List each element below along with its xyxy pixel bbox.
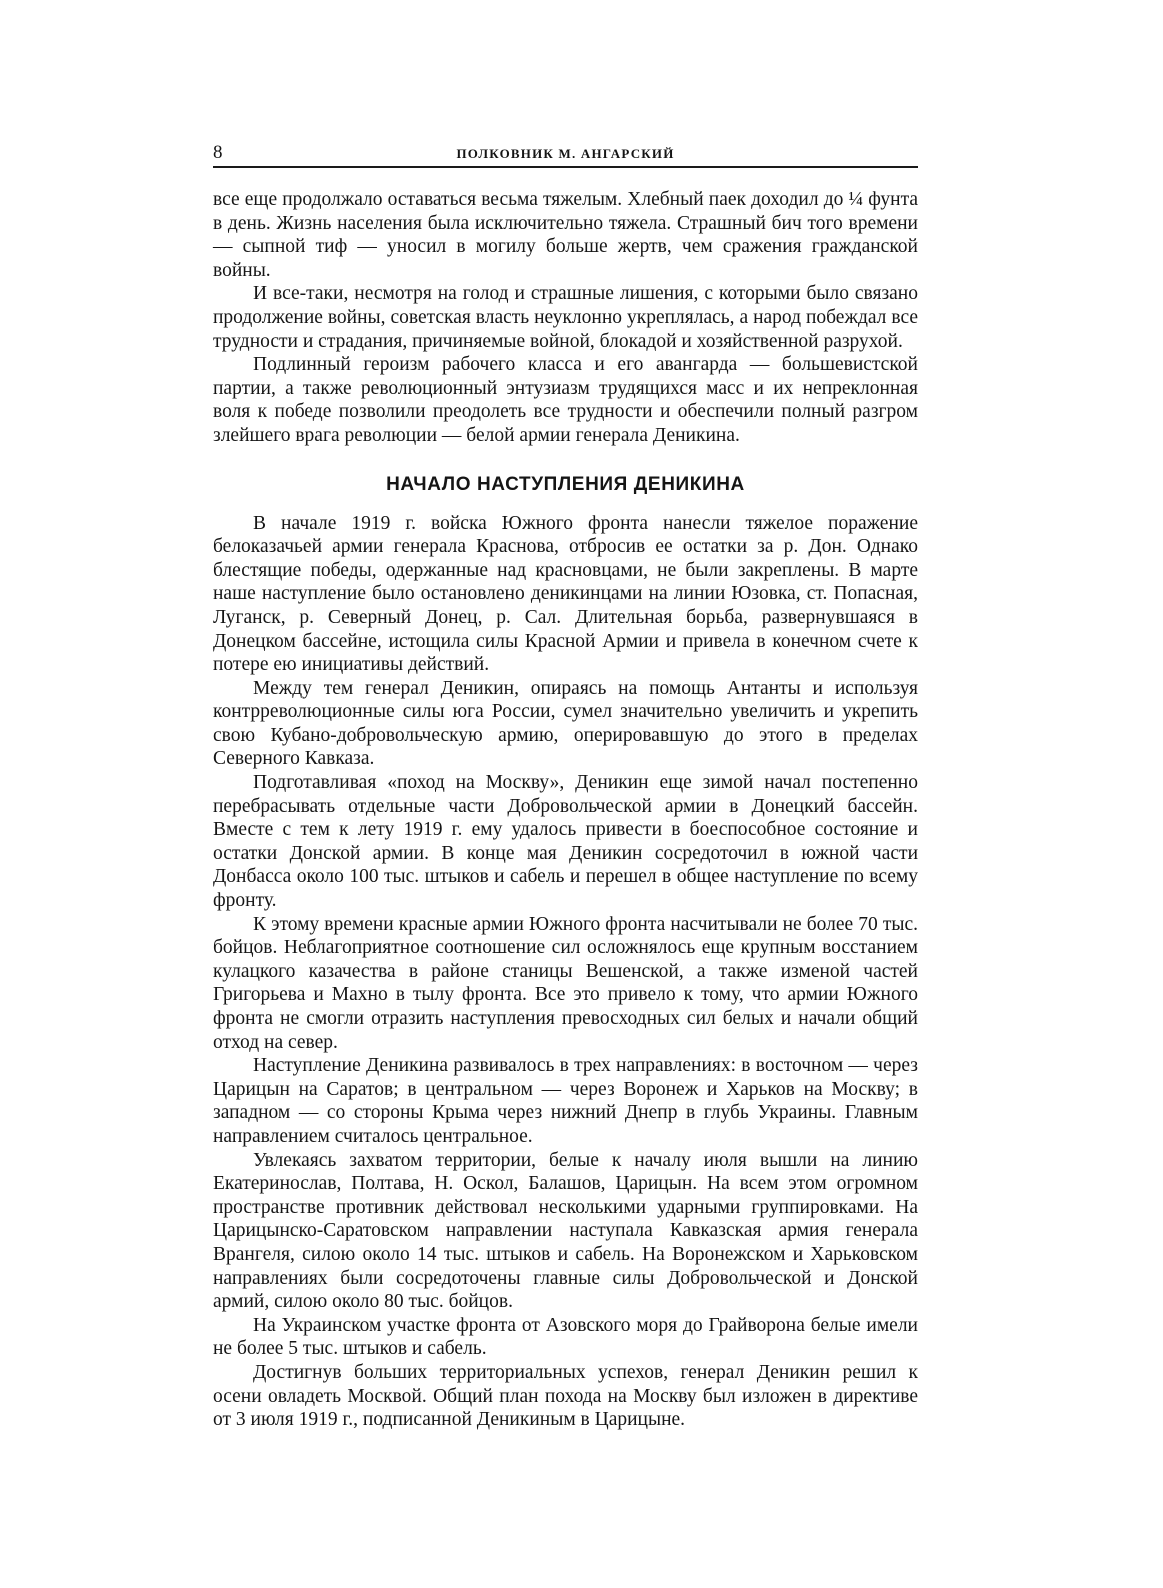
- paragraph: К этому времени красные армии Южного фронта насчитывали не более 70 тыс. бойцов. Неблагоприятное соотношение сил осложнялось еще крупным восстанием кулацкого казачества в районе станицы Вешенской, а также изменой частей Григорьева и Махно в тылу фронта. Все это привело к тому, что армии Южного фронта не смогли отразить наступления превосходных сил белых и начали общий отход на север.: [213, 913, 918, 1053]
- paragraph: На Украинском участке фронта от Азовского моря до Грайворона белые имели не более 5 тыс. штыков и сабель.: [213, 1314, 918, 1360]
- running-title: ПОЛКОВНИК М. АНГАРСКИЙ: [456, 146, 675, 161]
- paragraph: Наступление Деникина развивалось в трех направлениях: в восточном — через Царицын на Саратов; в центральном — через Воронеж и Харьков на Москву; в западном — со стороны Крыма через нижний Днепр в глубь Украины. Главным направлением считалось центральное.: [213, 1055, 918, 1147]
- paragraph: Подготавливая «поход на Москву», Деникин еще зимой начал постепенно перебрасывать отдельные части Добровольческой армии в Донецкий бассейн. Вместе с тем к лету 1919 г. ему удалось привести в боеспособное состояние и остатки Донской армии. В конце мая Деникин сосредоточил в южной части Донбасса около 100 тыс. штыков и сабель и перешел в общее наступление по всему фронту.: [213, 772, 918, 912]
- running-header: [213, 140, 918, 168]
- paragraph: Подлинный героизм рабочего класса и его авангарда — большевистской партии, а также революционный энтузиазм трудящихся масс и их непреклонная воля к победе позволили преодолеть все трудности и обеспечили полный разгром злейшего врага революции — белой армии генерала Деникина.: [213, 354, 918, 446]
- paragraph: Между тем генерал Деникин, опираясь на помощь Антанты и используя контрреволюционные силы юга России, сумел значительно увеличить и укрепить свою Кубано-добровольческую армию, оперировавшую до этого в пределах Северного Кавказа.: [213, 677, 918, 770]
- paragraph: Достигнув больших территориальных успехов, генерал Деникин решил к осени овладеть Москвой. Общий план похода на Москву был изложен в директиве от 3 июля 1919 г., подписанной Деникиным в Царицыне.: [213, 1361, 918, 1431]
- section-heading: НАЧАЛО НАСТУПЛЕНИЯ ДЕНИКИНА: [386, 473, 745, 495]
- paragraph: все еще продолжало оставаться весьма тяжелым. Хлебный паек доходил до ¼ фунта в день. Жизнь населения была исключительно тяжела. Страшный бич того времени — сыпной тиф — уносил в могилу больше жертв, чем сражения гражданской войны.: [213, 189, 918, 281]
- paragraph: И все-таки, несмотря на голод и страшные лишения, с которыми было связано продолжение войны, советская власть неуклонно укреплялась, а народ побеждал все трудности и страдания, причиняемые войной, блокадой и хозяйственной разрухой.: [213, 283, 918, 352]
- paragraph: Увлекаясь захватом территории, белые к началу июля вышли на линию Екатеринослав, Полтава, Н. Оскол, Балашов, Царицын. На всем этом огромном пространстве противник действовал несколькими ударными группировками. На Царицынско-Саратовском направлении наступала Кавказская армия генерала Врангеля, силою около 14 тыс. штыков и сабель. На Воронежском и Харьковском направлениях были сосредоточены главные силы Добровольческой и Донской армий, силою около 80 тыс. бойцов.: [213, 1149, 918, 1313]
- body-text: [213, 188, 918, 1432]
- page-number: 8: [213, 142, 223, 163]
- book-page: [213, 140, 918, 1432]
- paragraph: В начале 1919 г. войска Южного фронта нанесли тяжелое поражение белоказачьей армии генерала Краснова, отбросив ее остатки за р. Дон. Однако блестящие победы, одержанные над красновцами, не были закреплены. В марте наше наступление было остановлено деникинцами на линии Юзовка, ст. Попасная, Луганск, р. Северный Донец, р. Сал. Длительная борьба, развернувшаяся в Донецком бассейне, истощила силы Красной Армии и привела в конечном счете к потере ею инициативы действий.: [213, 512, 918, 676]
